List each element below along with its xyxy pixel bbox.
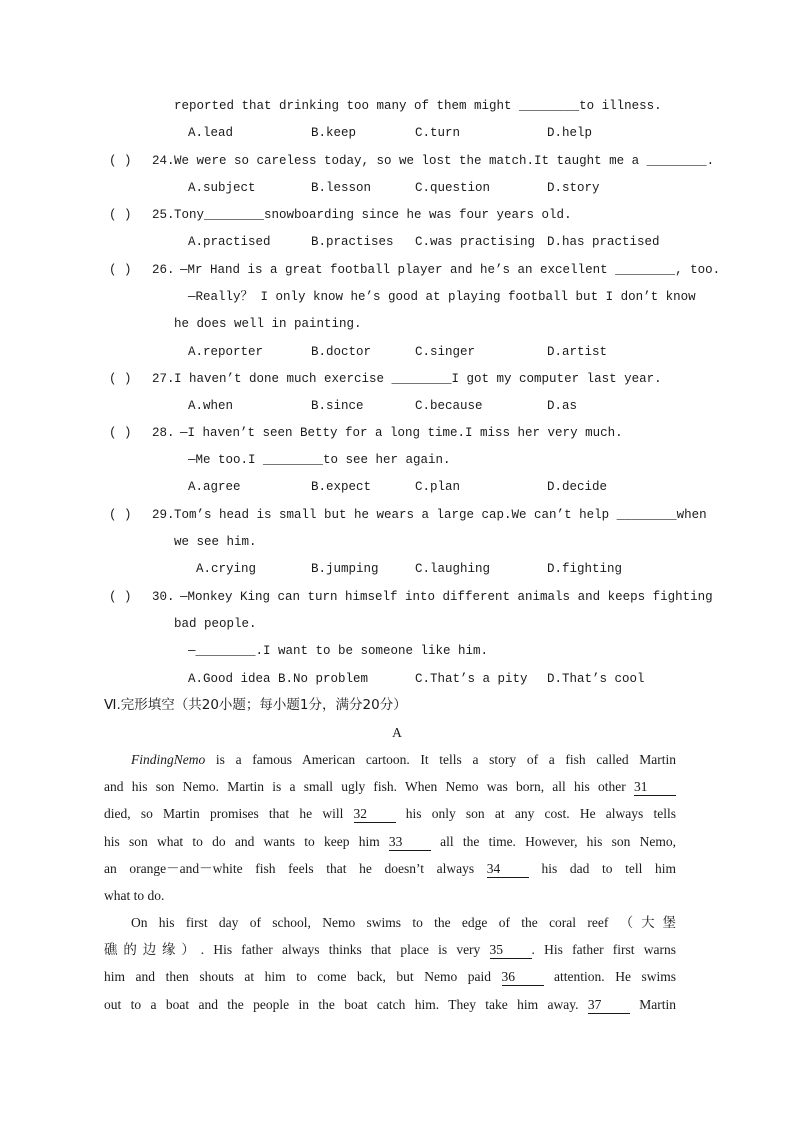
answer-option: C.That’s a pity [415, 671, 528, 686]
passage-text: died, so Martin promises that he will [104, 806, 354, 822]
question-text-line: we see him. [174, 535, 257, 550]
passage-text: what to do. [104, 888, 165, 903]
cloze-blank-number: 35 [490, 942, 532, 959]
question-text-line: bad people. [174, 617, 257, 632]
answer-paren: ( ) [109, 154, 132, 168]
answer-option: A.when [188, 399, 234, 414]
passage-line [131, 752, 676, 768]
question-text-line: Tom’s head is small but he wears a large cap.We can’t help ________when [174, 508, 707, 522]
question-text-line: —Mr Hand is a great football player and he’s an excellent ________, too. [180, 263, 721, 277]
answer-option: C.laughing [415, 562, 491, 577]
answer-option: B.keep [311, 126, 357, 141]
answer-option: C.turn [415, 126, 461, 141]
answer-paren: ( ) [109, 372, 132, 386]
passage-text: his only son at any cost. He always tells [395, 806, 676, 822]
passage-line [104, 779, 676, 796]
question-text-line: I haven’t done much exercise ________I got my computer last year. [174, 372, 662, 386]
answer-option: D.as [547, 399, 578, 414]
answer-option: B.doctor [311, 344, 372, 359]
answer-option: D.artist [547, 344, 608, 359]
answer-paren: ( ) [109, 208, 132, 222]
passage-line [104, 888, 676, 904]
passage-line [104, 997, 676, 1014]
cloze-blank-number: 32 [354, 806, 396, 823]
question-text-line: —I haven’t seen Betty for a long time.I miss her very much. [180, 426, 623, 440]
answer-option: A.reporter [188, 344, 264, 359]
question-number: 29. [152, 508, 175, 522]
passage-text: and his son Nemo. Martin is a small ugly fish. When Nemo was born, all his other [104, 779, 634, 795]
cloze-blank-number: 33 [389, 834, 431, 851]
answer-option: B.practises [311, 235, 394, 250]
answer-option: B.jumping [311, 562, 379, 577]
cloze-blank-number: 34 [487, 861, 529, 878]
answer-option: D.That’s cool [547, 671, 645, 686]
answer-option: C.singer [415, 344, 476, 359]
question-number: 30. [152, 590, 175, 604]
question-number: 26. [152, 263, 175, 277]
answer-option: A.agree [188, 480, 241, 495]
answer-option: D.story [547, 181, 600, 196]
passage-text: . His father first warns [531, 942, 677, 958]
passage-text: attention. He swims [543, 969, 676, 985]
passage-text: him and then shouts at him to come back, but Nemo paid [104, 969, 502, 985]
cartoon-title: FindingNemo [131, 752, 206, 767]
answer-option: D.has practised [547, 235, 660, 250]
question-text-line: —Monkey King can turn himself into different animals and keeps fighting [180, 590, 713, 604]
passage-text: his son what to do and wants to keep him [104, 833, 389, 849]
answer-option: C.because [415, 399, 483, 414]
passage-text: out to a boat and the people in the boat catch him. They take him away. [104, 996, 588, 1012]
passage-line [104, 861, 676, 878]
question-text-line: —Me too.I ________to see her again. [188, 453, 451, 468]
cloze-blank-number: 37 [588, 997, 630, 1014]
answer-option: B.since [311, 399, 364, 414]
question-text-line: —Really？ I only know he’s good at playing football but I don’t know [188, 290, 696, 305]
question-text-line: reported that drinking too many of them might ________to illness. [174, 99, 662, 113]
passage-text: is a famous American cartoon. It tells a story of a fish called Martin [205, 752, 676, 767]
question-text-line: —________.I want to be someone like him. [188, 644, 489, 659]
passage-line [104, 942, 676, 959]
question-number: 25. [152, 208, 175, 222]
section-heading: Ⅵ.完形填空（共20小题；每小题1分，满分20分） [104, 697, 407, 713]
answer-option: C.was practising [415, 235, 536, 250]
answer-option: B.lesson [311, 181, 372, 196]
answer-option: A.Good idea B.No problem [188, 671, 369, 686]
answer-option: A.practised [188, 235, 271, 250]
question-text-line: he does well in painting. [174, 317, 362, 332]
passage-text: On his first day of school, Nemo swims to the edge of the coral reef （大堡 [131, 915, 676, 930]
answer-option: D.help [547, 126, 593, 141]
answer-paren: ( ) [109, 263, 132, 277]
passage-label: A [392, 725, 402, 740]
answer-option: A.crying [196, 562, 257, 577]
passage-text: all the time. However, his son Nemo, [430, 833, 676, 849]
passage-line [104, 806, 676, 823]
answer-option: C.plan [415, 480, 461, 495]
passage-text: 礁的边缘）. His father always thinks that place is very [104, 942, 490, 958]
passage-line [104, 969, 676, 986]
passage-line [104, 834, 676, 851]
answer-option: B.expect [311, 480, 372, 495]
cloze-blank-number: 31 [634, 779, 676, 796]
answer-option: D.fighting [547, 562, 623, 577]
passage-text: Martin [629, 996, 676, 1012]
question-text-line: Tony________snowboarding since he was four years old. [174, 208, 572, 222]
answer-option: D.decide [547, 480, 608, 495]
answer-option: A.subject [188, 181, 256, 196]
cloze-blank-number: 36 [502, 969, 544, 986]
passage-text: his dad to tell him [528, 860, 676, 876]
answer-paren: ( ) [109, 590, 132, 604]
question-text-line: We were so careless today, so we lost the match.It taught me a ________. [174, 154, 715, 168]
passage-line [131, 915, 676, 931]
question-number: 27. [152, 372, 175, 386]
answer-paren: ( ) [109, 508, 132, 522]
question-number: 28. [152, 426, 175, 440]
answer-paren: ( ) [109, 426, 132, 440]
answer-option: C.question [415, 181, 491, 196]
question-number: 24. [152, 154, 175, 168]
answer-option: A.lead [188, 126, 234, 141]
passage-text: an orange－and－white fish feels that he doesn’t always [104, 860, 487, 876]
